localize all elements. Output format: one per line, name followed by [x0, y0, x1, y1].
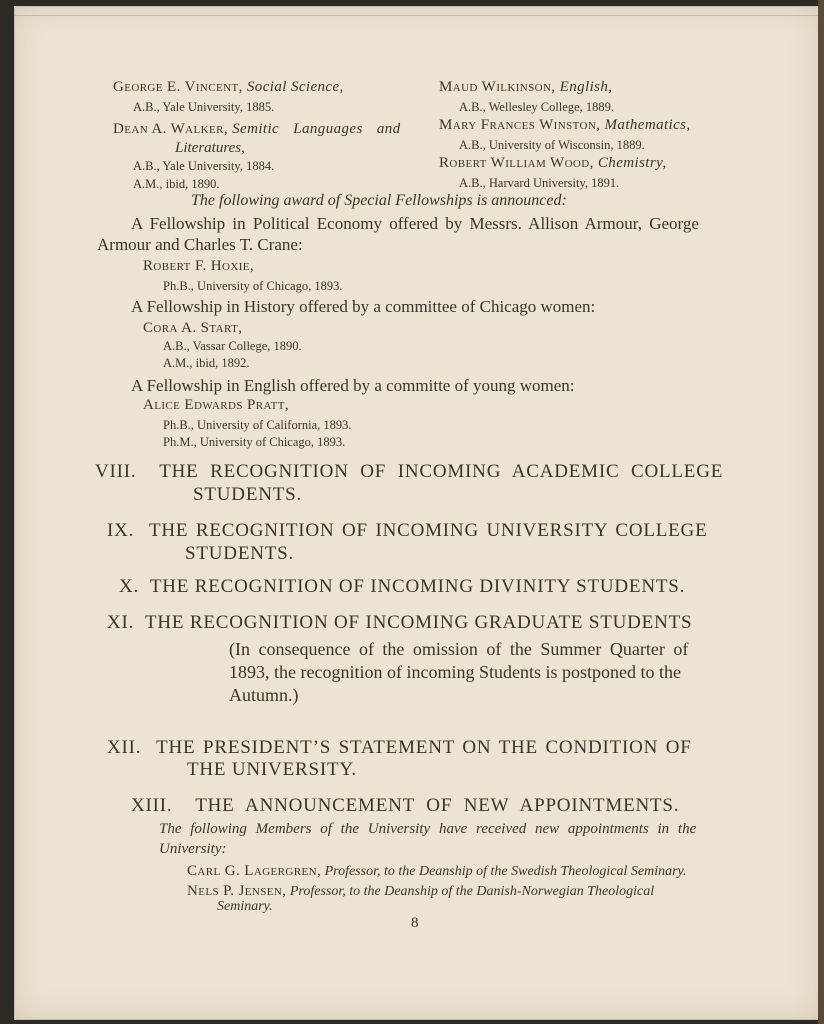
degree-line: A.M., ibid, 1890.: [133, 177, 220, 191]
page-number: 8: [411, 915, 419, 931]
section-heading: XIII. THE ANNOUNCEMENT OF NEW APPOINTMENTS.: [131, 795, 680, 816]
degree-line: A.B., Harvard University, 1891.: [459, 176, 620, 190]
degree-line: A.B., Wellesley College, 1889.: [459, 100, 614, 114]
section-heading: VIII. THE RECOGNITION OF INCOMING ACADEMIC COLLEGE: [95, 461, 724, 482]
page-top-rule: [15, 15, 819, 16]
fellowship-text: A Fellowship in History offered by a committee of Chicago women:: [131, 297, 596, 316]
degree-line: A.B., Yale University, 1885.: [133, 100, 275, 114]
note-line: Autumn.): [229, 685, 299, 705]
special-fellowships-intro: The following award of Special Fellowships is announced:: [191, 192, 567, 209]
degree-line: Ph.B., University of California, 1893.: [163, 418, 352, 432]
section-heading: IX. THE RECOGNITION OF INCOMING UNIVERSITY COLLEGE: [107, 520, 708, 541]
degree-line: A.B., University of Wisconsin, 1889.: [459, 138, 645, 152]
degree-line: A.B., Yale University, 1884.: [133, 159, 275, 173]
section-heading: XI. THE RECOGNITION OF INCOMING GRADUATE STUDENTS: [107, 612, 693, 633]
fellowship-text: A Fellowship in Political Economy offered by Messrs. Allison Armour, George: [131, 214, 699, 233]
field-continued: Literatures,: [175, 140, 245, 156]
section-heading-cont: THE UNIVERSITY.: [187, 759, 357, 780]
section-heading-cont: STUDENTS.: [193, 484, 303, 505]
section-heading: XII. THE PRESIDENT’S STATEMENT ON THE CONDITION OF: [107, 737, 692, 758]
appointments-intro: The following Members of the University have received new appointments in the: [159, 821, 697, 837]
degree-line: Ph.M., University of Chicago, 1893.: [163, 435, 346, 449]
degree-line: A.B., Vassar College, 1890.: [163, 339, 302, 353]
fellow-name: Cora A. Start,: [143, 320, 243, 336]
section-heading-cont: STUDENTS.: [185, 543, 295, 564]
section-heading: X. THE RECOGNITION OF INCOMING DIVINITY STUDENTS.: [119, 576, 686, 597]
fellow-name: Robert F. Hoxie,: [143, 258, 255, 274]
person-name: Maud Wilkinson, English,: [439, 79, 613, 95]
appointment-line-cont: Seminary.: [217, 899, 273, 914]
note-line: (In consequence of the omission of the Summer Quarter of: [229, 639, 689, 659]
fellowship-text: A Fellowship in English offered by a committe of young women:: [131, 376, 575, 395]
appointments-intro: University:: [159, 841, 227, 857]
person-name: Mary Frances Winston, Mathematics,: [439, 117, 691, 133]
appointment-line: Carl G. Lagergren, Professor, to the Deanship of the Swedish Theological Seminary.: [187, 863, 687, 879]
degree-line: Ph.B., University of Chicago, 1893.: [163, 279, 343, 293]
fellow-name: Alice Edwards Pratt,: [143, 397, 289, 413]
person-name: George E. Vincent, Social Science,: [113, 79, 344, 95]
note-line: 1893, the recognition of incoming Students is postponed to the: [229, 662, 681, 682]
book-spine-edge: [818, 0, 824, 1024]
appointment-line: Nels P. Jensen, Professor, to the Deanship of the Danish-Norwegian Theological: [187, 883, 655, 899]
person-name: Robert William Wood, Chemistry,: [439, 155, 667, 171]
degree-line: A.M., ibid, 1892.: [163, 356, 250, 370]
document-page: [14, 6, 820, 1020]
person-name: Dean A. Walker, Semitic Languages and: [113, 121, 401, 137]
fellowship-text: Armour and Charles T. Crane:: [97, 235, 303, 254]
